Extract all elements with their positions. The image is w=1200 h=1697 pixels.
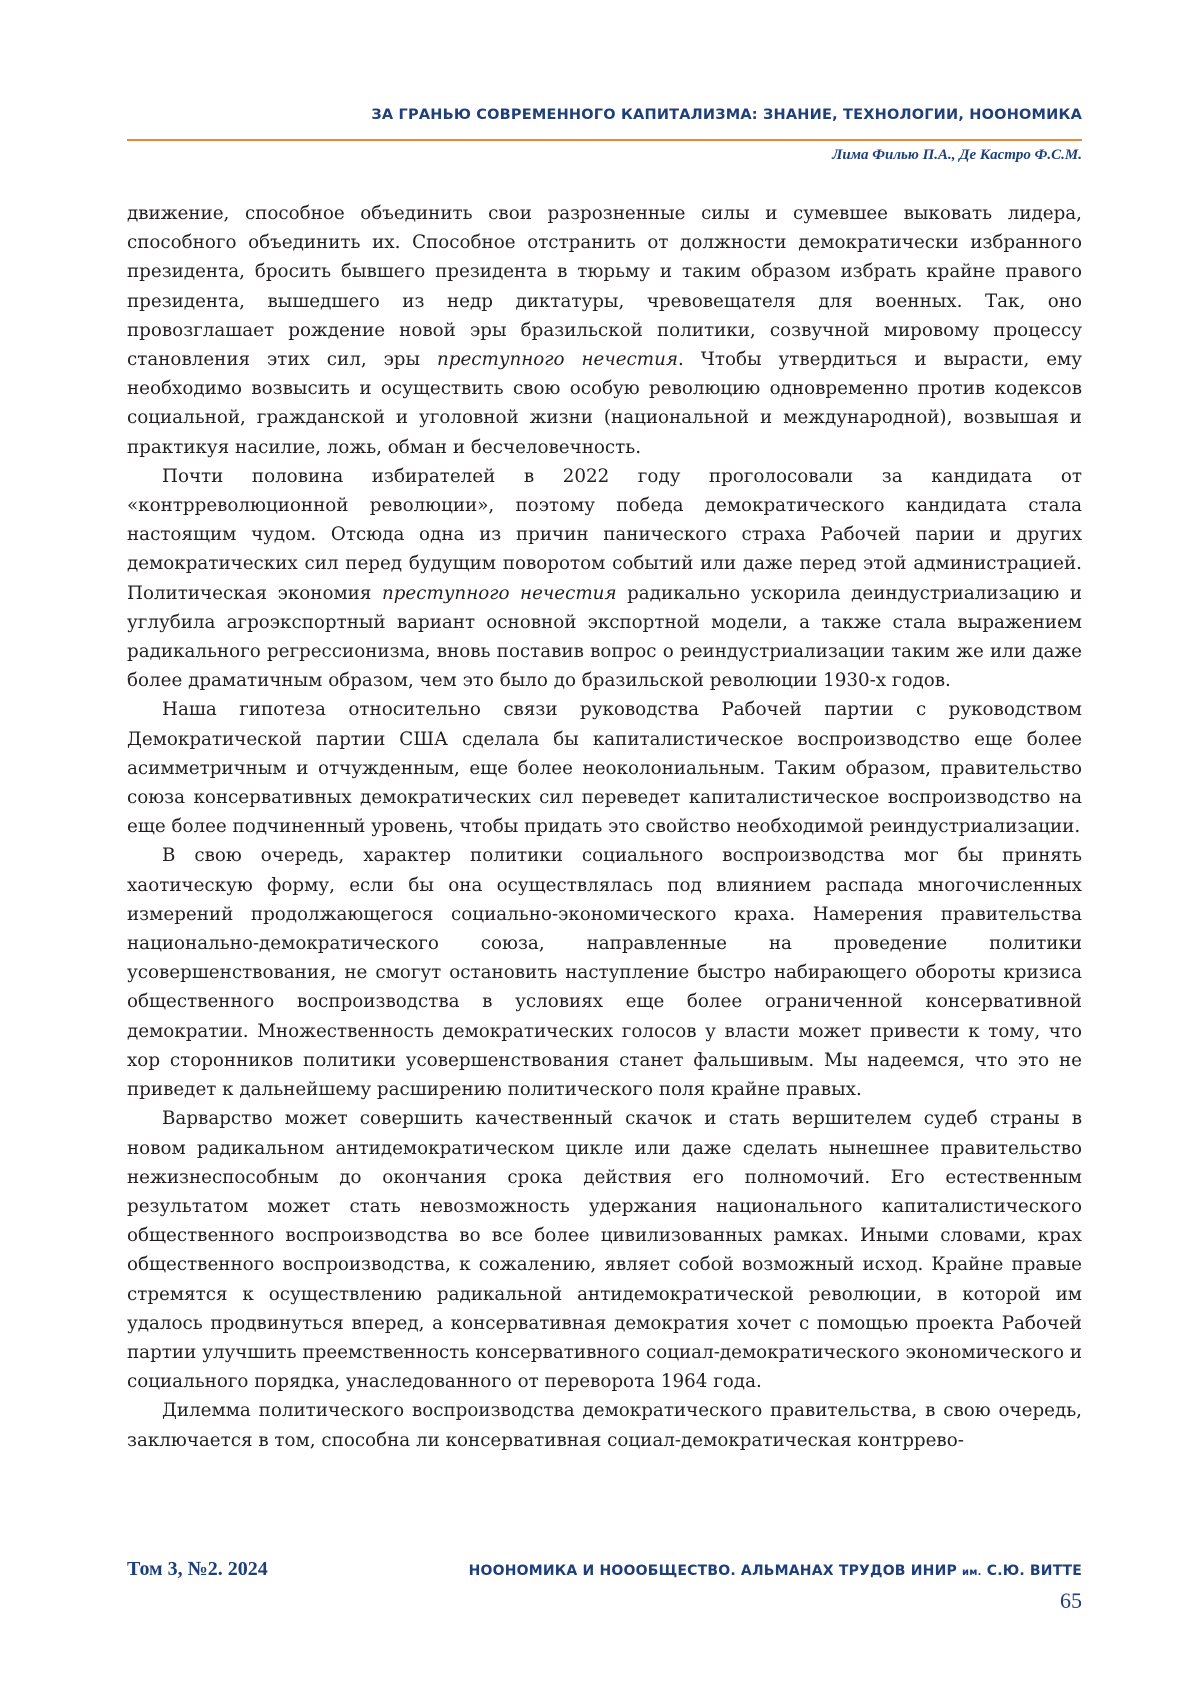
paragraph-2-text-b: радикально ускорила деиндустриализацию и углубила агроэкспортный вариант основной экспортной модели, а также стала выражением радикального регрессионизма, вновь поставив вопрос о реиндустриализации таким же или даже более драматичным образом, чем это было до бразильской революции 1930-х годов. xyxy=(127,582,1083,692)
footer-journal-title-a: НООНОМИКА И НОООБЩЕСТВО. АЛЬМАНАХ ТРУДОВ ИНИР xyxy=(468,1563,957,1579)
header-rule xyxy=(127,139,1082,141)
paragraph-2 xyxy=(127,462,1082,696)
running-title: ЗА ГРАНЬЮ СОВРЕМЕННОГО КАПИТАЛИЗМА: ЗНАНИЕ, ТЕХНОЛОГИИ, НООНОМИКА xyxy=(371,107,1082,123)
paragraph-2-emphasis: преступного нечестия xyxy=(381,582,617,604)
paragraph-6: Дилемма политического воспроизводства демократического правительства, в свою очередь, заключается в том, способна ли консервативная социал-демократическая контррево- xyxy=(127,1400,1082,1451)
footer-journal-im: им. xyxy=(962,1567,982,1578)
paragraph-1-text-a: движение, способное объединить свои разрозненные силы и сумевшее выковать лидера, способного объединить их. Способное отстранить от должности демократически избранного президента, бросить бывшего президента в тюрьму и таким образом избрать крайне правого президента, вышедшего из недр диктатуры, чревовещателя для военных. Так, оно провозглашает рождение новой эры бразильской политики, созвучной мировому процессу становления этих сил, эры xyxy=(127,203,1082,371)
authors-line: Лима Филью П.А., Де Кастро Ф.С.М. xyxy=(832,147,1082,163)
paragraph-3: Наша гипотеза относительно связи руководства Рабочей партии с руководством Демократической партии США сделала бы капиталистическое воспроизводство еще более асимметричным и отчужденным, еще более неоколониальным. Таким образом, правительство союза консервативных демократических сил переведет капиталистическое воспроизводство на еще более подчиненный уровень, чтобы придать это свойство необходимой реиндустриализации. xyxy=(127,699,1082,838)
footer-volume: Том 3, №2. 2024 xyxy=(127,1558,268,1580)
paragraph-5: Варварство может совершить качественный скачок и стать вершителем судеб страны в новом радикальном антидемократическом цикле или даже сделать нынешнее правительство нежизнеспособным до окончания срока действия его полномочий. Его естественным результатом может стать невозможность удержания национального капиталистического общественного воспроизводства во все более цивилизованных рамках. Иными словами, крах общественного воспроизводства, к сожалению, являет собой возможный исход. Крайне правые стремятся к осуществлению радикальной антидемократической революции, в которой им удалось продвинуться вперед, а консервативная демократия хочет с помощью проекта Рабочей партии улучшить преемственность консервативного социал-демократического экономического и социального порядка, унаследованного от переворота 1964 года. xyxy=(127,1108,1082,1393)
paragraph-2-text-a: Почти половина избирателей в 2022 году проголосовали за кандидата от «контрреволюционной революции», поэтому победа демократического кандидата стала настоящим чудом. Отсюда одна из причин панического страха Рабочей парии и других демократических сил перед будущим поворотом событий или даже перед этой администрацией. Политическая экономия xyxy=(127,465,1082,604)
paragraph-1-emphasis: преступного нечестия xyxy=(437,349,678,371)
body-text xyxy=(127,199,1082,1455)
page-number: 65 xyxy=(1060,1588,1082,1613)
paragraph-4: В свою очередь, характер политики социального воспроизводства мог бы принять хаотическую форму, если бы она осуществлялась под влиянием распада многочисленных измерений продолжающегося социально-экономического краха. Намерения правительства национально-демократического союза, направленные на проведение политики усовершенствования, не смогут остановить наступление быстро набирающего обороты кризиса общественного воспроизводства в условиях еще более ограниченной консервативной демократии. Множественность демократических голосов у власти может привести к тому, что хор сторонников политики усовершенствования станет фальшивым. Мы надеемся, что это не приведет к дальнейшему расширению политического поля крайне правых. xyxy=(127,845,1082,1101)
footer-journal-title xyxy=(469,1563,1082,1579)
paragraph-1-text-b: . Чтобы утвердиться и вырасти, ему необходимо возвысить и осуществить свою особую революцию одновременно против кодексов социальной, гражданской и уголовной жизни (национальной и международной), возвышая и практикуя насилие, ложь, обман и бесчеловечность. xyxy=(127,349,1083,458)
footer-journal-title-b: С.Ю. ВИТТЕ xyxy=(986,1563,1082,1579)
paragraph-1 xyxy=(127,199,1082,462)
